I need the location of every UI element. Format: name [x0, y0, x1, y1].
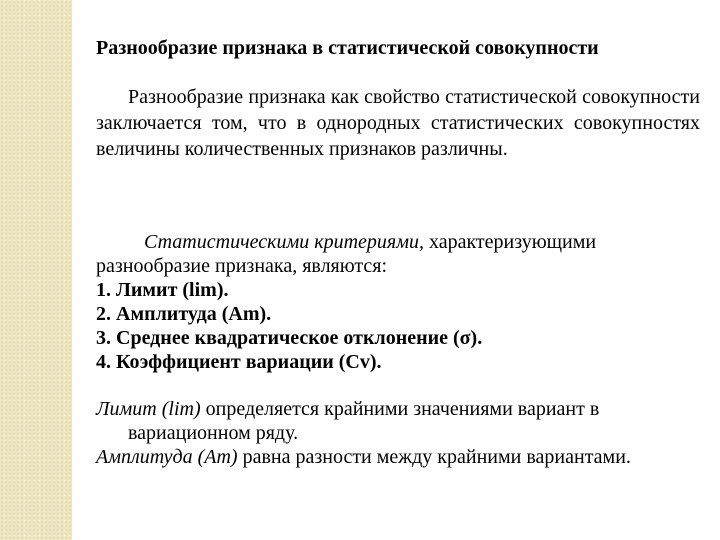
criteria-intro: [96, 230, 700, 278]
criteria-item-2: 2. Амплитуда (Am).: [96, 303, 272, 325]
definition-amplitude: [96, 445, 706, 469]
definition-limit: [96, 397, 706, 445]
intro-paragraph-text: Разнообразие признака как свойство статистической совокупности заключается том, что в однородных статистических совокупностях величины количественных признаков различны.: [96, 86, 700, 160]
definition-term: Лимит (lim): [96, 398, 201, 420]
criteria-intro-rest: характеризующими разнообразие признака, являются:: [96, 231, 597, 277]
definition-text: определяется крайними значениями вариант в вариационном ряду.: [128, 398, 600, 444]
slide-title: Разнообразие признака в статистической совокупности: [96, 37, 599, 59]
definition-term: Амплитуда (Am): [96, 446, 238, 468]
intro-paragraph: [96, 84, 700, 162]
criteria-block: [96, 230, 700, 374]
criteria-item-3: 3. Среднее квадратическое отклонение (σ).: [96, 327, 483, 349]
criteria-item-4: 4. Коэффициент вариации (Cv).: [96, 351, 382, 373]
criteria-intro-italic: Статистическими критериями,: [144, 231, 424, 253]
decorative-side-strip: [0, 0, 72, 540]
definitions-block: [96, 397, 706, 469]
definition-text: равна разности между крайними вариантами.: [237, 446, 631, 468]
criteria-item-1: 1. Лимит (lim).: [96, 279, 229, 301]
